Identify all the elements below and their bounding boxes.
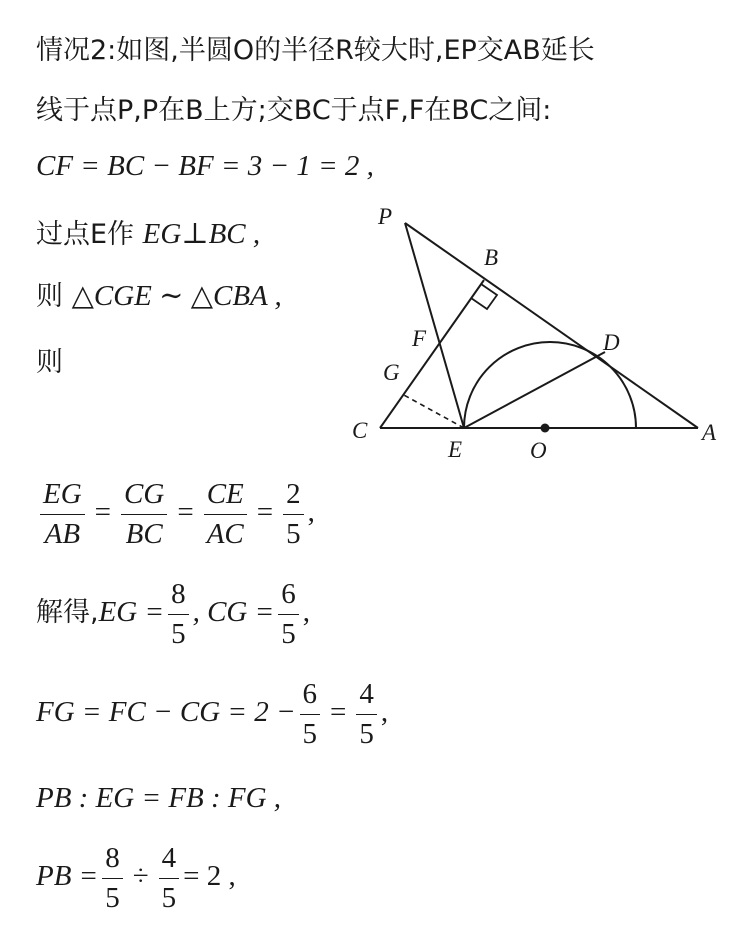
- equals-sign: =: [330, 696, 347, 729]
- label-f: F: [412, 326, 427, 351]
- denominator: 5: [161, 882, 177, 914]
- numerator: 6: [300, 678, 321, 715]
- denominator: 5: [286, 518, 301, 550]
- equals-sign: =: [94, 496, 112, 529]
- divide-sign: ÷: [132, 860, 149, 893]
- denominator: BC: [125, 518, 163, 550]
- fraction: [283, 478, 304, 551]
- label-a: A: [702, 420, 717, 445]
- numerator: 2: [283, 478, 304, 515]
- text-line-1: 情况2:如图,半圆O的半径R较大时,EP交AB延长: [36, 35, 595, 66]
- denominator: AC: [206, 518, 244, 550]
- numerator: 4: [356, 678, 377, 715]
- trailing-comma: ,: [380, 696, 389, 729]
- numerator: 6: [278, 578, 299, 615]
- label-g: G: [383, 360, 400, 385]
- text-line-6: 则: [36, 347, 63, 378]
- equation-lhs: EG =: [98, 596, 165, 629]
- trailing-comma: ,: [302, 596, 310, 629]
- fraction: [356, 678, 377, 751]
- equals-sign: =: [256, 496, 274, 529]
- equation-mid: , CG =: [192, 596, 275, 629]
- denominator: 5: [302, 718, 318, 750]
- equation-result: = 2 ,: [183, 860, 236, 893]
- perpendicular-statement: EG⊥BC ,: [142, 218, 261, 250]
- denominator: AB: [44, 518, 81, 550]
- segment-pa: [405, 223, 698, 428]
- denominator: 5: [105, 882, 120, 914]
- label-d: D: [603, 330, 620, 355]
- fraction: [40, 478, 85, 551]
- numerator: 4: [159, 842, 180, 879]
- equation-proportion: PB : EG = FB : FG ,: [36, 782, 282, 814]
- fraction: [159, 842, 180, 915]
- denominator: 5: [281, 618, 296, 650]
- text-prefix: 解得,: [36, 597, 99, 629]
- segment-cb: [380, 280, 484, 428]
- fraction: [168, 578, 189, 651]
- text-line-4: [36, 212, 260, 251]
- trailing-comma: ,: [307, 496, 315, 529]
- equals-sign: =: [177, 496, 194, 529]
- center-point-o: [541, 424, 550, 433]
- fraction: [121, 478, 167, 551]
- numerator: 8: [102, 842, 123, 879]
- equation-lhs: FG = FC − CG = 2 −: [36, 696, 296, 729]
- equation-solution: [36, 578, 310, 651]
- numerator: CG: [121, 478, 167, 515]
- text-prefix: 过点E作: [36, 219, 135, 250]
- fraction: [278, 578, 299, 651]
- fraction: [102, 842, 123, 915]
- denominator: 5: [359, 718, 374, 750]
- text-line-5: [36, 274, 282, 313]
- equation-lhs: PB =: [36, 860, 99, 893]
- right-angle-mark: [471, 284, 497, 309]
- label-b: B: [484, 245, 499, 270]
- text-line-2: 线于点P,P在B上方;交BC于点F,F在BC之间:: [36, 95, 552, 126]
- label-c: C: [352, 418, 368, 443]
- numerator: CE: [204, 478, 247, 515]
- equation-cf: CF = BC − BF = 3 − 1 = 2 ,: [36, 150, 374, 182]
- numerator: EG: [40, 478, 85, 515]
- label-e: E: [448, 437, 463, 462]
- geometry-figure: [340, 200, 740, 470]
- equation-pb: [36, 842, 236, 915]
- equation-fg: [36, 678, 388, 751]
- text-prefix: 则: [36, 281, 63, 312]
- segment-ed: [464, 352, 605, 428]
- fraction: [300, 678, 321, 751]
- label-p: P: [378, 204, 393, 229]
- equation-ratio: [36, 478, 315, 551]
- numerator: 8: [168, 578, 189, 615]
- label-o: O: [530, 438, 547, 463]
- denominator: 5: [171, 618, 186, 650]
- similarity-statement: △CGE ∼ △CBA ,: [71, 280, 282, 312]
- fraction: [204, 478, 247, 551]
